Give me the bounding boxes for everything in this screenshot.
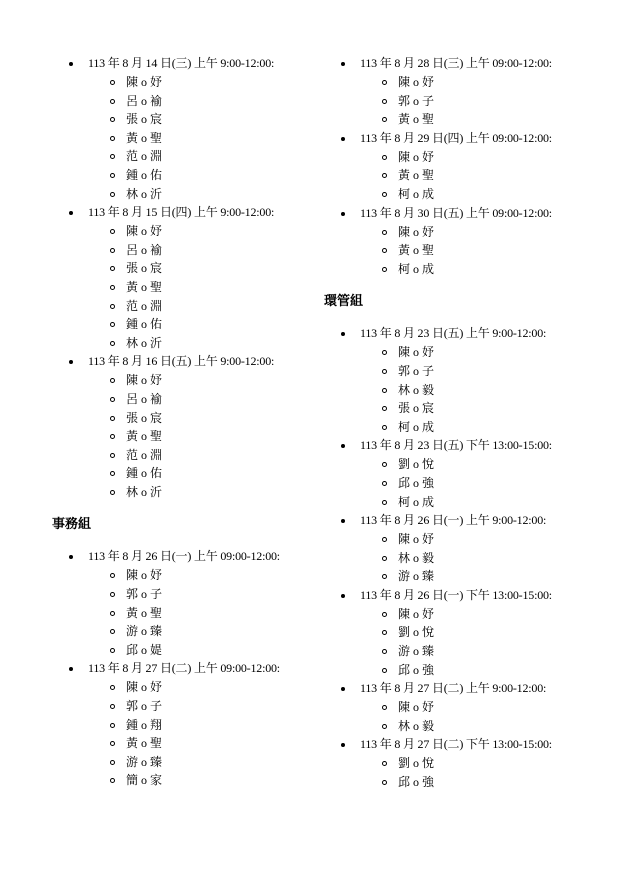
affairs-schedule-list (50, 547, 312, 790)
staff-name: 陳 o 妤 (50, 222, 312, 241)
session-date-time: 113 年 8 月 29 日(四) 上午 09:00-12:00: (322, 129, 584, 148)
schedule-session (322, 511, 584, 586)
session-date-time: 113 年 8 月 15 日(四) 上午 9:00-12:00: (50, 203, 312, 222)
schedule-session (322, 436, 584, 511)
staff-name: 邱 o 強 (322, 661, 584, 680)
staff-name: 張 o 宸 (50, 110, 312, 129)
session-date-time: 113 年 8 月 26 日(一) 下午 13:00-15:00: (322, 586, 584, 605)
staff-name: 游 o 臻 (322, 567, 584, 586)
staff-name: 陳 o 妤 (322, 343, 584, 362)
staff-name: 郭 o 子 (322, 362, 584, 381)
session-date-time: 113 年 8 月 28 日(三) 上午 09:00-12:00: (322, 54, 584, 73)
schedule-session (322, 586, 584, 679)
session-date-time: 113 年 8 月 14 日(三) 上午 9:00-12:00: (50, 54, 312, 73)
staff-name: 郭 o 子 (322, 92, 584, 111)
staff-name: 簡 o 家 (50, 771, 312, 790)
staff-name: 林 o 毅 (322, 717, 584, 736)
staff-name: 呂 o 褕 (50, 390, 312, 409)
schedule-session (322, 679, 584, 735)
schedule-session (322, 54, 584, 129)
group-heading-environment: 環管組 (324, 294, 364, 310)
staff-name: 郭 o 子 (50, 585, 312, 604)
staff-name: 鍾 o 佑 (50, 315, 312, 334)
staff-name: 張 o 宸 (322, 399, 584, 418)
schedule-session (50, 352, 312, 501)
schedule-session (50, 54, 312, 203)
session-date-time: 113 年 8 月 27 日(二) 下午 13:00-15:00: (322, 735, 584, 754)
staff-name: 范 o 淵 (50, 446, 312, 465)
left-schedule-list (50, 54, 312, 501)
schedule-session (322, 735, 584, 791)
staff-name: 張 o 宸 (50, 409, 312, 428)
staff-name: 陳 o 妤 (50, 566, 312, 585)
staff-name: 陳 o 妤 (50, 371, 312, 390)
staff-name: 黃 o 聖 (50, 734, 312, 753)
session-date-time: 113 年 8 月 23 日(五) 上午 9:00-12:00: (322, 324, 584, 343)
staff-name: 柯 o 成 (322, 493, 584, 512)
staff-name: 柯 o 成 (322, 185, 584, 204)
staff-name: 范 o 淵 (50, 147, 312, 166)
staff-name: 陳 o 妤 (322, 148, 584, 167)
staff-name: 林 o 毅 (322, 549, 584, 568)
staff-name: 陳 o 妤 (322, 698, 584, 717)
staff-name: 邱 o 媞 (50, 641, 312, 660)
staff-name: 黃 o 聖 (50, 604, 312, 623)
staff-name: 郭 o 子 (50, 697, 312, 716)
staff-name: 劉 o 悅 (322, 455, 584, 474)
left-column (50, 54, 312, 790)
right-column (322, 54, 584, 792)
staff-name: 呂 o 褕 (50, 92, 312, 111)
staff-name: 黃 o 聖 (322, 166, 584, 185)
staff-name: 林 o 沂 (50, 185, 312, 204)
session-date-time: 113 年 8 月 27 日(二) 上午 9:00-12:00: (322, 679, 584, 698)
staff-name: 陳 o 妤 (322, 73, 584, 92)
environment-schedule-list (322, 324, 584, 791)
staff-name: 鍾 o 佑 (50, 464, 312, 483)
staff-name: 張 o 宸 (50, 259, 312, 278)
staff-name: 林 o 毅 (322, 381, 584, 400)
staff-name: 劉 o 悅 (322, 754, 584, 773)
staff-name: 陳 o 妤 (322, 605, 584, 624)
session-date-time: 113 年 8 月 23 日(五) 下午 13:00-15:00: (322, 436, 584, 455)
staff-name: 陳 o 妤 (322, 530, 584, 549)
staff-name: 柯 o 成 (322, 260, 584, 279)
schedule-session (322, 204, 584, 279)
staff-name: 游 o 臻 (322, 642, 584, 661)
staff-name: 邱 o 強 (322, 773, 584, 792)
staff-name: 陳 o 妤 (322, 223, 584, 242)
staff-name: 呂 o 褕 (50, 241, 312, 260)
session-date-time: 113 年 8 月 26 日(一) 上午 09:00-12:00: (50, 547, 312, 566)
right-schedule-list (322, 54, 584, 278)
schedule-session (50, 203, 312, 352)
staff-name: 游 o 臻 (50, 622, 312, 641)
staff-name: 陳 o 妤 (50, 678, 312, 697)
staff-name: 林 o 沂 (50, 334, 312, 353)
staff-name: 黃 o 聖 (322, 110, 584, 129)
staff-name: 黃 o 聖 (50, 427, 312, 446)
staff-name: 黃 o 聖 (50, 278, 312, 297)
schedule-session (50, 547, 312, 659)
schedule-session (322, 324, 584, 436)
staff-name: 黃 o 聖 (50, 129, 312, 148)
staff-name: 鍾 o 佑 (50, 166, 312, 185)
schedule-session (50, 659, 312, 790)
staff-name: 范 o 淵 (50, 297, 312, 316)
session-date-time: 113 年 8 月 16 日(五) 上午 9:00-12:00: (50, 352, 312, 371)
group-heading-affairs: 事務組 (52, 517, 92, 533)
staff-name: 林 o 沂 (50, 483, 312, 502)
staff-name: 劉 o 悅 (322, 623, 584, 642)
staff-name: 游 o 臻 (50, 753, 312, 772)
session-date-time: 113 年 8 月 27 日(二) 上午 09:00-12:00: (50, 659, 312, 678)
staff-name: 邱 o 強 (322, 474, 584, 493)
staff-name: 鍾 o 翔 (50, 716, 312, 735)
staff-name: 黃 o 聖 (322, 241, 584, 260)
schedule-session (322, 129, 584, 204)
staff-name: 柯 o 成 (322, 418, 584, 437)
staff-name: 陳 o 妤 (50, 73, 312, 92)
session-date-time: 113 年 8 月 26 日(一) 上午 9:00-12:00: (322, 511, 584, 530)
session-date-time: 113 年 8 月 30 日(五) 上午 09:00-12:00: (322, 204, 584, 223)
